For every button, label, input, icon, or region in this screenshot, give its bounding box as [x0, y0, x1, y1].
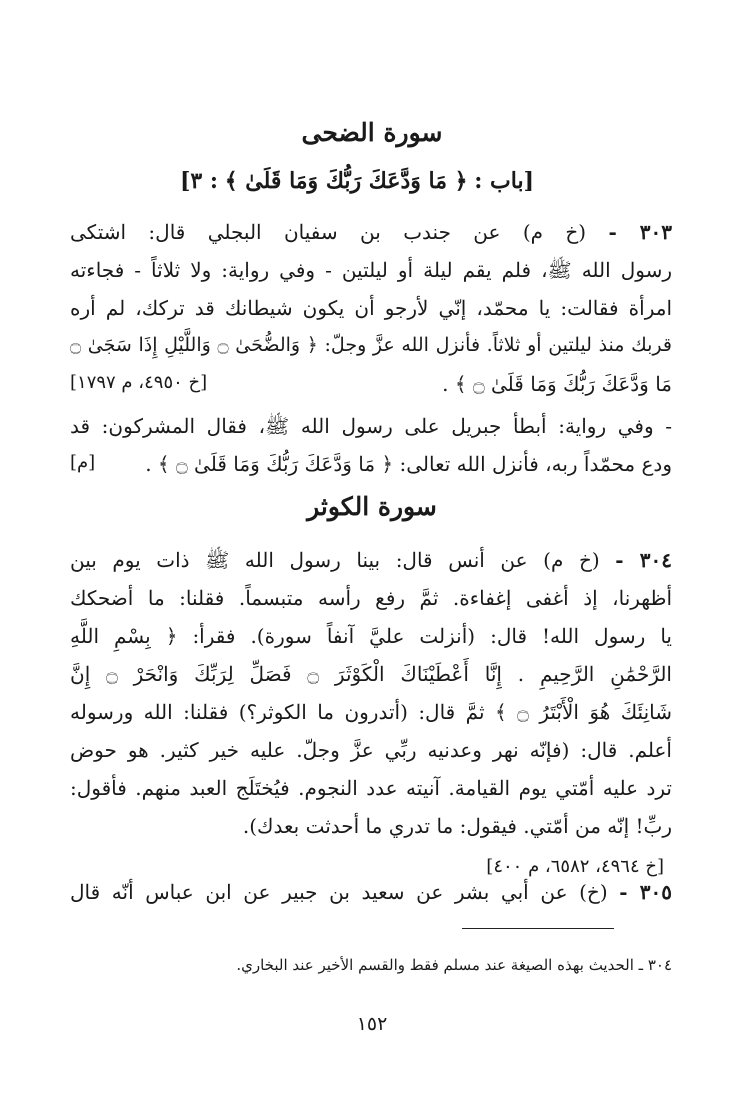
hadith-305-number: ٣٠٥ - [619, 880, 673, 904]
hadith-305-line-1 [70, 880, 672, 904]
surah-duha-title: سورة الضحى [301, 118, 443, 147]
hadith-304-line-1 [70, 548, 672, 572]
hadith-303-line-4: قربك منذ ليلتين أو ثلاثاً. فأنزل الله عزَّ وجلّ: ﴿ وَالضُّحَىٰ ۝ وَاللَّيْلِ إِذَا سَجَىٰ ۝ [70, 334, 672, 356]
hadith-303-text-1: (خ م) عن جندب بن سفيان البجلي قال: اشتكى [70, 220, 587, 244]
hadith-303-line-2: رسول الله ﷺ، فلم يقم ليلة أو ليلتين - وفي رواية: ولا ثلاثاً - فجاءته [70, 258, 672, 282]
hadith-304-line-2: أظهرنا، إذ أغفى إغفاءة. ثمَّ رفع رأسه متبسماً. فقلنا: ما أضحكك [70, 586, 673, 610]
riwaya-line-2 [70, 452, 672, 476]
hadith-303-reference: [خ ٤٩٥٠، م ١٧٩٧] [70, 372, 208, 393]
hadith-305-text-1: (خ) عن أبي بشر عن سعيد بن جبير عن ابن عباس أنّه قال [70, 880, 608, 904]
chapter-verse: ﴿ مَا وَدَّعَكَ رَبُّكَ وَمَا قَلَىٰ ﴾ [224, 168, 468, 194]
page-number: ١٥٢ [356, 1013, 388, 1035]
hadith-304-line-7: ترد عليه أمّتي يوم القيامة. آنيته عدد النجوم. فيُختَلَج العبد منهم. فأقول: [70, 776, 672, 800]
hadith-303-line-1 [70, 220, 672, 244]
chapter-label: [باب : [474, 168, 534, 194]
riwaya-reference: [م] [70, 452, 96, 473]
hadith-303-text-5: مَا وَدَّعَكَ رَبُّكَ وَمَا قَلَىٰ ۝ ﴾ . [442, 372, 672, 396]
hadith-304-line-5: شَانِئَكَ هُوَ الْأَبْتَرُ ۝ ﴾ ثمَّ قال: (أتدرون ما الكوثر؟) فقلنا: الله ورسوله [70, 700, 673, 724]
chapter-heading [180, 168, 534, 194]
hadith-304-reference: [خ ٤٩٦٤، ٦٥٨٢، م ٤٠٠] [486, 856, 664, 877]
footnote-divider [462, 928, 614, 929]
hadith-304-line-6: أعلم. قال: (فإنّه نهر وعدنيه ربِّي عزَّ وجلّ. عليه خير كثير. هو حوض [70, 738, 672, 762]
riwaya-text-2: ودع محمّداً ربه، فأنزل الله تعالى: ﴿ مَا وَدَّعَكَ رَبُّكَ وَمَا قَلَىٰ ۝ ﴾ . [145, 452, 672, 476]
hadith-304-line-4: الرَّحْمَٰنِ الرَّحِيمِ . إِنَّا أَعْطَيْنَاكَ الْكَوْثَرَ ۝ فَصَلِّ لِرَبِّكَ وَانْحَرْ ۝ إِنَّ [70, 662, 672, 686]
riwaya-line-1: - وفي رواية: أبطأ جبريل على رسول الله ﷺ، فقال المشركون: قد [70, 414, 672, 438]
hadith-304-number: ٣٠٤ - [615, 548, 672, 572]
chapter-number: : ٣] [180, 168, 219, 194]
footnote-304: ٣٠٤ ـ الحديث بهذه الصيغة عند مسلم فقط والقسم الأخير عند البخاري. [236, 956, 672, 974]
hadith-303-line-3: امرأة فقالت: يا محمّد، إنّي لأرجو أن يكون شيطانك قد تركك، لم أره [70, 296, 672, 320]
hadith-304-line-3: يا رسول الله! قال: (أنزلت عليَّ آنفاً سورة). فقرأ: ﴿ بِسْمِ اللَّهِ [70, 624, 672, 648]
hadith-304-line-8: ربِّ! إنّه من أمّتي. فيقول: ما تدري ما أحدثت بعدك). [242, 814, 672, 838]
hadith-303-number: ٣٠٣ - [608, 220, 673, 244]
hadith-304-text-1: (خ م) عن أنس قال: بينا رسول الله ﷺ ذات يوم بين [70, 548, 600, 572]
hadith-303-line-5 [70, 372, 672, 396]
surah-kawthar-title: سورة الكوثر [307, 492, 437, 521]
